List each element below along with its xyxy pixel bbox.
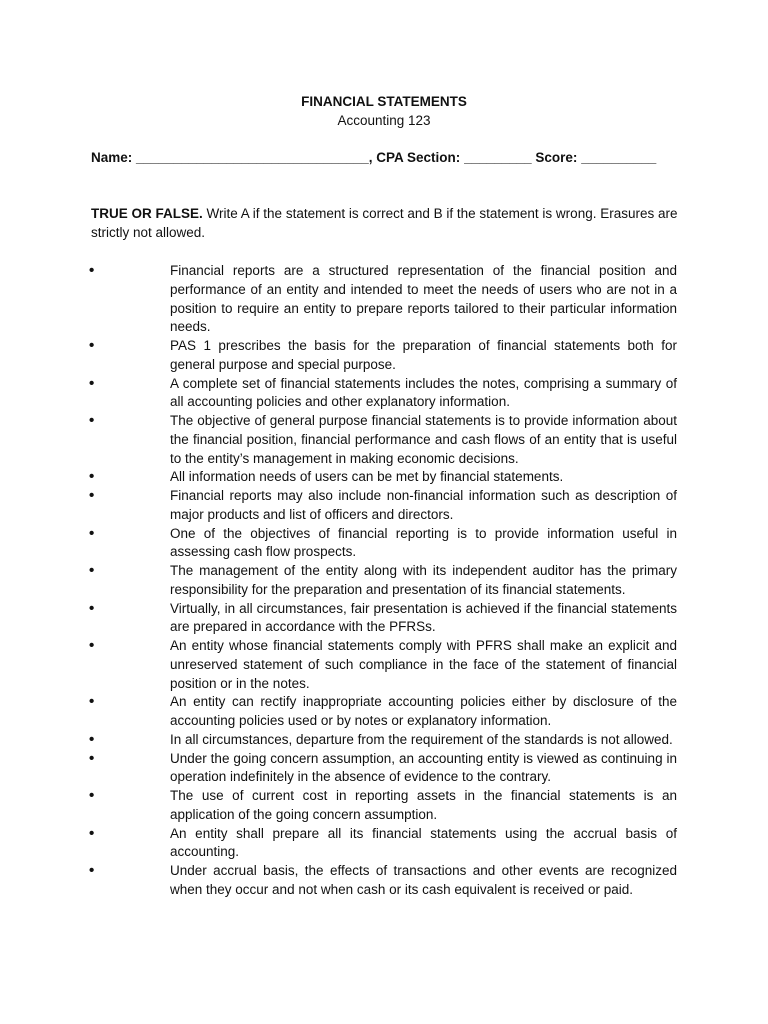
bullet-icon: •	[89, 862, 95, 879]
bullet-icon: •	[89, 524, 95, 542]
instructions-text: Write A if the statement is correct and B if the statement is wrong. Erasures are strictly not allowed.	[91, 206, 678, 240]
statement-text: PAS 1 prescribes the basis for the preparation of financial statements both for general purpose and special purpose.	[170, 338, 677, 372]
bullet-icon: •	[89, 468, 95, 486]
list-item	[0, 693, 768, 731]
statement-text: Financial reports may also include non-financial information such as description of major products and list of officers and directors.	[170, 488, 677, 522]
instructions	[91, 205, 678, 242]
score-label: Score:	[535, 150, 578, 165]
list-item	[0, 412, 768, 468]
section-label: , CPA Section:	[368, 150, 461, 165]
bullet-icon: •	[89, 337, 95, 354]
name-label: Name:	[91, 150, 133, 165]
list-item	[0, 562, 768, 600]
true-false-items	[0, 262, 768, 900]
statement-text: The objective of general purpose financial statements is to provide information about the financial position, financial performance and cash flows of an entity that is useful to the entity’s management in making economic decisions.	[170, 413, 677, 466]
list-item	[0, 862, 768, 900]
bullet-icon: •	[89, 562, 95, 579]
list-item	[0, 731, 768, 750]
bullet-icon: •	[89, 374, 95, 392]
name-blank: _______________________________	[136, 150, 369, 165]
statement-text: One of the objectives of financial reporting is to provide information useful in assessing cash flow prospects.	[170, 525, 677, 560]
list-item	[0, 262, 768, 337]
statement-text: All information needs of users can be met by financial statements.	[170, 469, 564, 485]
statement-text: In all circumstances, departure from the requirement of the standards is not allowed.	[170, 731, 673, 747]
bullet-icon: •	[89, 693, 95, 711]
bullet-icon: •	[89, 262, 95, 279]
document-subtitle: Accounting 123	[337, 113, 431, 128]
list-item	[0, 468, 768, 487]
section-blank: _________	[464, 150, 532, 165]
bullet-icon: •	[89, 599, 95, 617]
list-item	[0, 825, 768, 863]
list-item	[0, 375, 768, 413]
statement-text: Financial reports are a structured representation of the financial position and performance of an entity and intended to meet the needs of users who are not in a position to require an entity to prepare reports tailored to their particular information needs.	[170, 263, 677, 335]
list-item	[0, 487, 768, 525]
bullet-icon: •	[89, 487, 95, 504]
statement-text: Under the going concern assumption, an accounting entity is viewed as continuing in operation indefinitely in the absence of evidence to the contrary.	[170, 750, 677, 785]
list-item	[0, 637, 768, 693]
statement-text: An entity can rectify inappropriate accounting policies either by disclosure of the accounting policies used or by notes or explanatory information.	[170, 694, 677, 728]
list-item	[0, 525, 768, 563]
bullet-icon: •	[89, 749, 95, 767]
statement-text: Virtually, in all circumstances, fair presentation is achieved if the financial statements are prepared in accordance with the PFRSs.	[170, 600, 677, 635]
list-item	[0, 337, 768, 375]
statement-text: The management of the entity along with its independent auditor has the primary responsibility for the preparation and presentation of its financial statements.	[170, 563, 677, 597]
statement-text: A complete set of financial statements includes the notes, comprising a summary of all accounting policies and other explanatory information.	[170, 375, 677, 410]
score-blank: __________	[581, 150, 657, 165]
list-item	[0, 787, 768, 825]
bullet-icon: •	[89, 730, 95, 748]
bullet-icon: •	[89, 824, 95, 842]
statement-text: An entity shall prepare all its financial statements using the accrual basis of accounting.	[170, 825, 677, 860]
bullet-icon: •	[89, 787, 95, 804]
bullet-icon: •	[89, 637, 95, 654]
bullet-icon: •	[89, 412, 95, 429]
student-info-line	[91, 149, 691, 167]
statement-text: The use of current cost in reporting assets in the financial statements is an application of the going concern assumption.	[170, 788, 677, 822]
instructions-lead: TRUE OR FALSE.	[91, 206, 203, 221]
list-item	[0, 600, 768, 638]
statement-text: An entity whose financial statements comply with PFRS shall make an explicit and unreserved statement of such compliance in the face of the statement of financial position or in the notes.	[170, 638, 677, 691]
list-item	[0, 750, 768, 788]
document-title: FINANCIAL STATEMENTS	[301, 94, 467, 109]
statement-text: Under accrual basis, the effects of transactions and other events are recognized when they occur and not when cash or its cash equivalent is received or paid.	[170, 863, 677, 897]
